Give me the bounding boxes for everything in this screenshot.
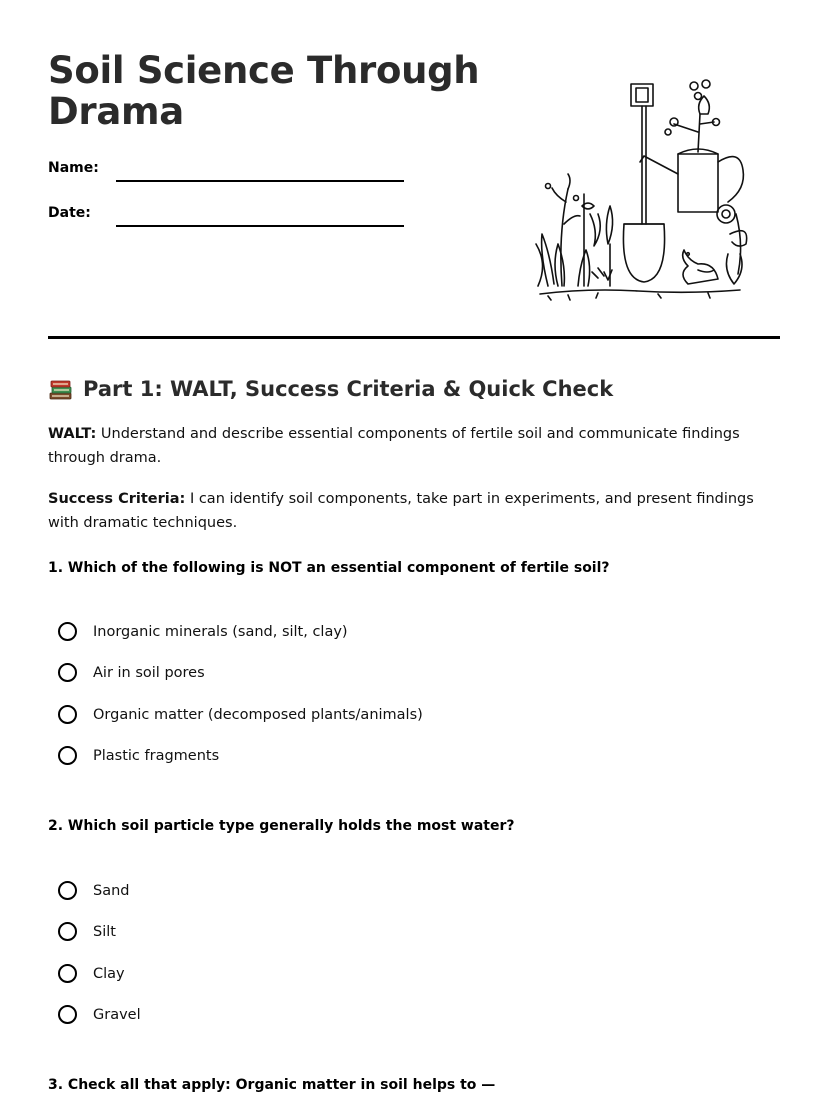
radio-button[interactable] <box>58 746 77 765</box>
success-criteria-paragraph <box>48 487 768 535</box>
walt-text: Understand and describe essential components of fertile soil and communicate findings through drama. <box>48 426 740 466</box>
radio-button[interactable] <box>58 964 77 983</box>
date-line[interactable] <box>116 225 404 227</box>
question-1-prompt: 1. Which of the following is NOT an essential component of fertile soil? <box>48 560 610 576</box>
radio-button[interactable] <box>58 622 77 641</box>
question-2-prompt: 2. Which soil particle type generally holds the most water? <box>48 818 515 834</box>
garden-illustration <box>528 74 758 306</box>
radio-button[interactable] <box>58 705 77 724</box>
radio-button[interactable] <box>58 1005 77 1024</box>
question-3-prompt: 3. Check all that apply: Organic matter in soil helps to — <box>48 1077 496 1093</box>
option-label: Plastic fragments <box>93 747 220 764</box>
question-1-option[interactable] <box>58 663 205 682</box>
name-label: Name: <box>48 160 99 176</box>
question-2-option[interactable] <box>58 881 129 900</box>
question-1-option[interactable] <box>58 622 348 641</box>
radio-button[interactable] <box>58 922 77 941</box>
name-line[interactable] <box>116 180 404 182</box>
radio-button[interactable] <box>58 663 77 682</box>
radio-button[interactable] <box>58 881 77 900</box>
part1-heading <box>48 374 613 404</box>
option-label: Air in soil pores <box>93 664 205 681</box>
criteria-text: I can identify soil components, take part in experiments, and present findings with dramatic techniques. <box>48 491 754 531</box>
option-label: Inorganic minerals (sand, silt, clay) <box>93 623 348 640</box>
question-1-option[interactable] <box>58 746 219 765</box>
question-2-option[interactable] <box>58 964 125 983</box>
option-label: Gravel <box>93 1006 141 1023</box>
date-label: Date: <box>48 205 91 221</box>
books-icon <box>48 376 74 402</box>
worksheet-title: Soil Science Through Drama <box>48 49 480 133</box>
question-1-option[interactable] <box>58 705 423 724</box>
option-label: Sand <box>93 882 130 899</box>
option-label: Silt <box>93 923 116 940</box>
part1-heading-text: Part 1: WALT, Success Criteria & Quick Check <box>83 377 614 401</box>
option-label: Organic matter (decomposed plants/animals) <box>93 706 423 723</box>
criteria-label: Success Criteria: <box>48 491 186 507</box>
section-divider <box>48 336 780 339</box>
question-2-option[interactable] <box>58 922 116 941</box>
option-label: Clay <box>93 965 125 982</box>
question-2-option[interactable] <box>58 1005 141 1024</box>
walt-label: WALT: <box>48 426 97 442</box>
walt-paragraph <box>48 422 768 470</box>
